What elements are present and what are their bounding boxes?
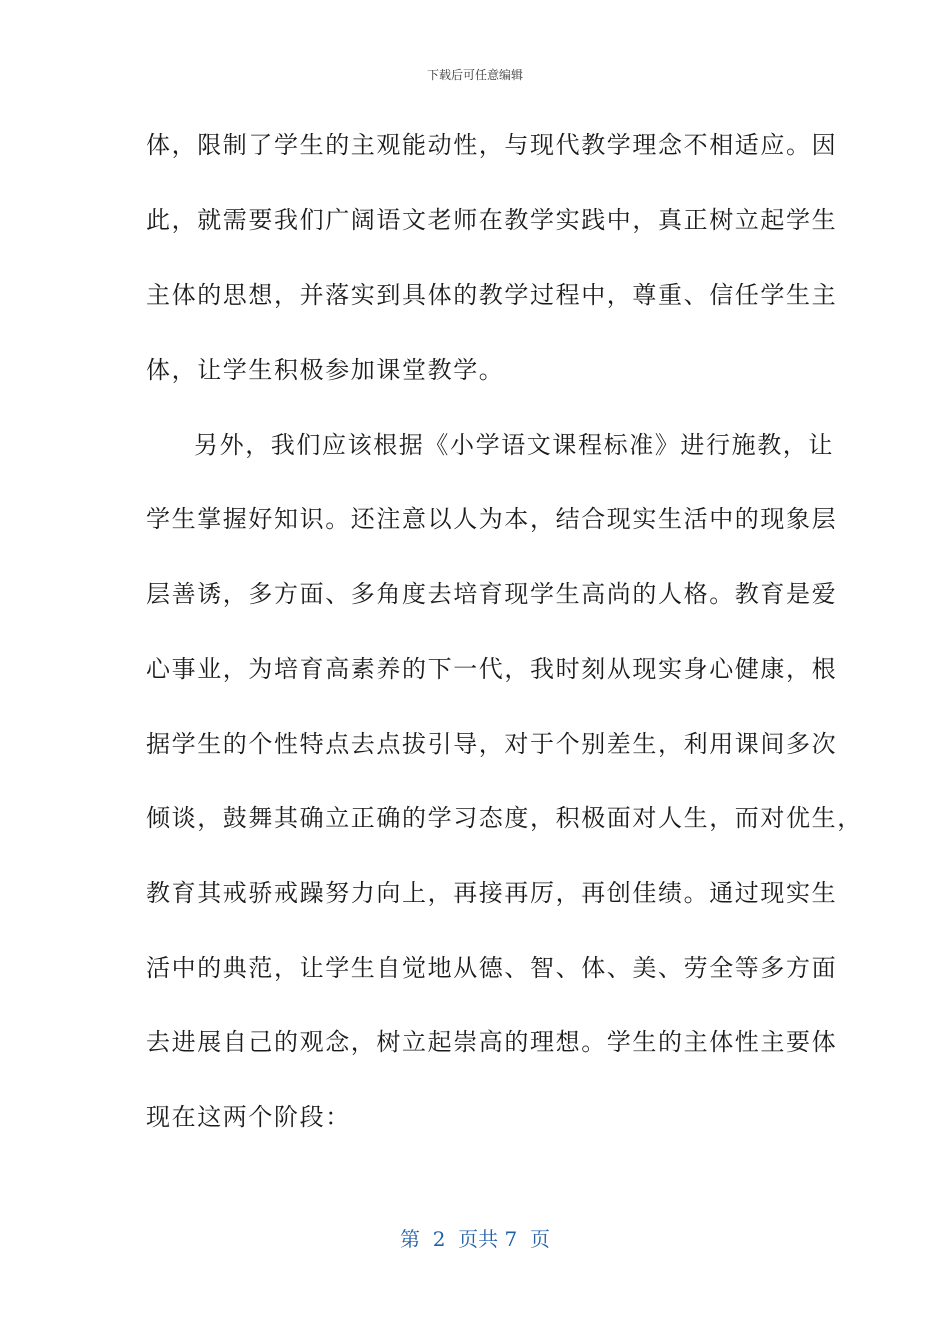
body-text-line: 去进展自己的观念，树立起崇高的理想。学生的主体性主要体	[146, 1028, 838, 1056]
body-text-line: 层善诱，多方面、多角度去培育现学生高尚的人格。教育是爱	[146, 580, 838, 608]
body-text-line: 学生掌握好知识。还注意以人为本，结合现实生活中的现象层	[146, 505, 838, 533]
body-text-line: 倾谈，鼓舞其确立正确的学习态度，积极面对人生，而对优生，	[146, 804, 863, 832]
page-header: 下载后可任意编辑	[426, 68, 523, 82]
body-text-line: 教育其戒骄戒躁努力向上，再接再厉，再创佳绩。通过现实生	[146, 879, 838, 907]
paragraph-first-line: 另外，我们应该根据《小学语文课程标准》进行施教，让	[194, 431, 834, 459]
body-text-line: 主体的思想，并落实到具体的教学过程中，尊重、信任学生主	[146, 281, 838, 309]
body-text-line: 现在这两个阶段：	[146, 1103, 351, 1131]
body-text-line: 体，让学生积极参加课堂教学。	[146, 356, 505, 384]
body-text-line: 体，限制了学生的主观能动性，与现代教学理念不相适应。因	[146, 131, 838, 159]
body-text-line: 据学生的个性特点去点拔引导，对于个别差生，利用课间多次	[146, 730, 838, 758]
body-text-line: 活中的典范，让学生自觉地从德、智、体、美、劳全等多方面	[146, 954, 838, 982]
body-text-line: 此，就需要我们广阔语文老师在教学实践中，真正树立起学生	[146, 206, 838, 234]
page-number-footer: 第 2 页共 7 页	[400, 1227, 550, 1251]
body-text-line: 心事业，为培育高素养的下一代，我时刻从现实身心健康，根	[146, 655, 838, 683]
